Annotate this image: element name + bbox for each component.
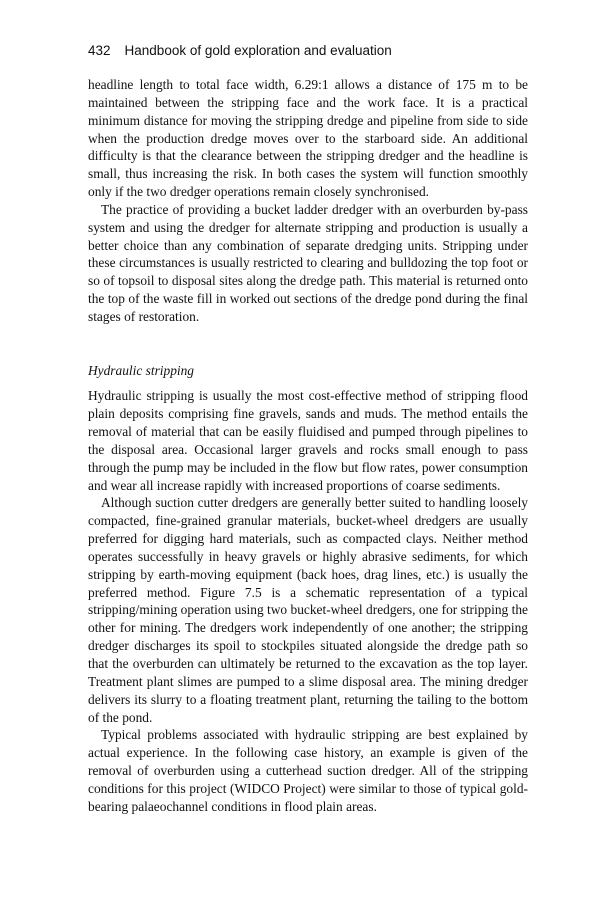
running-header — [88, 43, 528, 58]
heading-spacer — [88, 379, 528, 387]
paragraph-3: Hydraulic stripping is usually the most cost-effective method of stripping flood plain deposits comprising fine gravels, sands and muds. The method entails the removal of material that can be easily fluidised and pumped through pipelines to the disposal area. Occasional larger gravels and rocks small enough to pass through the pump may be included in the flow but flow rates, power consumption and wear all increase rapidly with increased proportions of coarse sediments. — [88, 388, 528, 493]
section-heading: Hydraulic stripping — [88, 362, 195, 378]
section-spacer — [88, 326, 528, 362]
body-text — [88, 76, 528, 816]
page-number: 432 — [88, 43, 111, 58]
paragraph-1: headline length to total face width, 6.29:1 allows a distance of 175 m to be maintained between the stripping face and the work face. It is a practical minimum distance for moving the stripping dredge and pipeline from side to side when the production dredge moves over to the starboard side. An additional difficulty is that the clearance between the stripping dredger and the headline is small, thus increasing the risk. In both cases the system will function smoothly only if the two dredger operations remain closely synchronised. — [88, 77, 528, 200]
paragraph-4: Although suction cutter dredgers are generally better suited to handling loosely compacted, fine-grained granular materials, bucket-wheel dredgers are usually preferred for digging hard materials, such as compacted clays. Neither method operates successfully in heavy gravels or highly abrasive sediments, for which stripping by earth-moving equipment (back hoes, drag lines, etc.) is usually the preferred method. Figure 7.5 is a schematic representation of a typical stripping/mining operation using two bucket-wheel dredgers, one for stripping the other for mining. The dredgers work independently of one another; the stripping dredger discharges its spoil to stockpiles situated alongside the dredge path so that the overburden can ultimately be returned to the excavation as the top layer. Treatment plant slimes are pumped to a slime disposal area. The mining dredger delivers its slurry to a floating treatment plant, returning the tailing to the bottom of the pond. — [88, 495, 528, 725]
paragraph-2: The practice of providing a bucket ladder dredger with an overburden by-pass system and using the dredger for alternate stripping and production is usually a better choice than any combination of separate dredging units. Stripping under these circumstances is usually restricted to clearing and bulldozing the top foot or so of topsoil to disposal sites along the dredge path. This material is returned onto the top of the waste fill in worked out sections of the dredge pond during the final stages of restoration. — [88, 201, 528, 324]
running-title: Handbook of gold exploration and evaluation — [124, 43, 392, 58]
paragraph-5: Typical problems associated with hydraulic stripping are best explained by actual experience. In the following case history, an example is given of the removal of overburden using a cutterhead suction dredger. All of the stripping conditions for this project (WIDCO Project) were similar to those of typical gold-bearing palaeochannel conditions in flood plain areas. — [88, 727, 528, 814]
